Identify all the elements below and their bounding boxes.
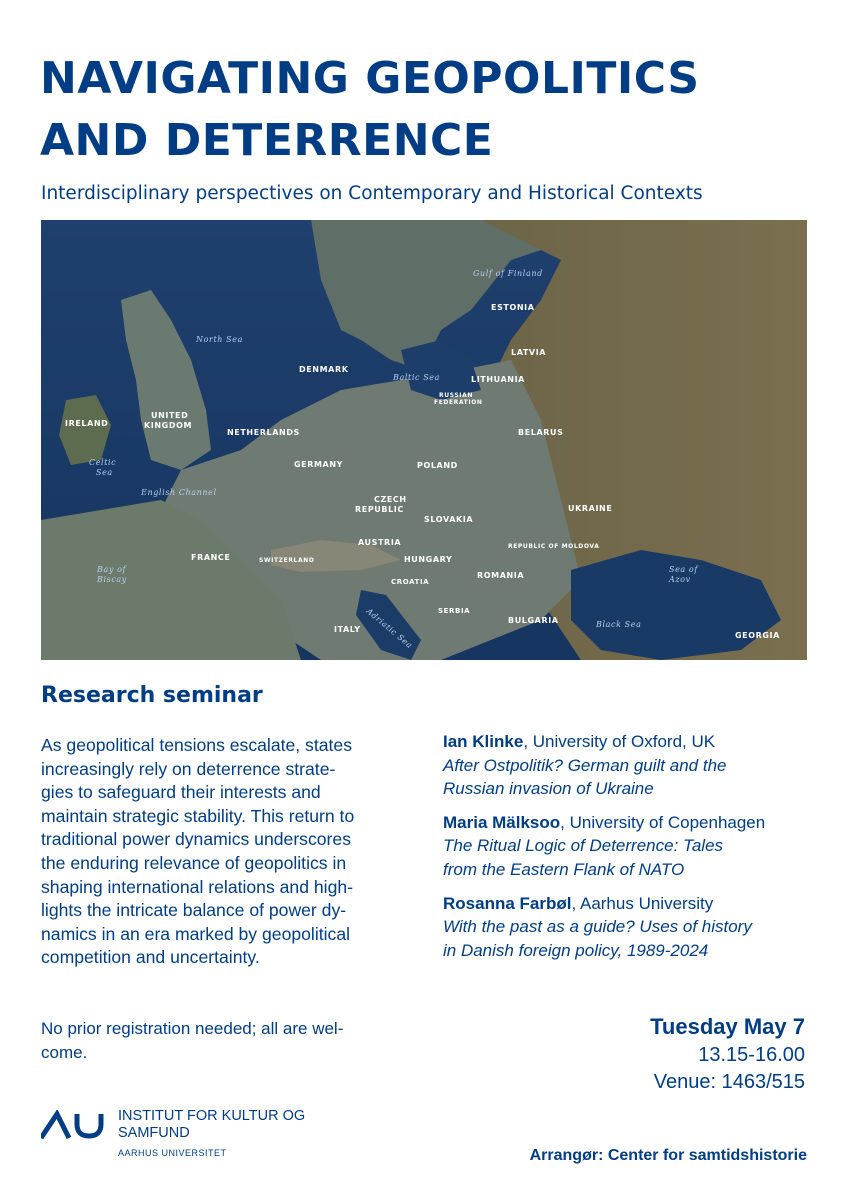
map-label-adriatic-sea: Adriatic Sea <box>364 606 415 651</box>
map-label-biscay: Biscay <box>97 575 127 584</box>
map-label-black-sea: Black Sea <box>596 620 642 629</box>
speaker-rosanna-farbol <box>443 892 823 963</box>
institute-name-line-2: SAMFUND <box>118 1125 190 1141</box>
map-label-serbia: SERBIA <box>438 607 471 615</box>
event-date: Tuesday May 7 <box>650 1014 805 1039</box>
registration-line: No prior registration needed; all are wel- <box>41 1019 344 1038</box>
speaker-name: Rosanna Farbøl <box>443 893 572 913</box>
speaker-ian-klinke <box>443 730 823 801</box>
map-label-english-channel: English Channel <box>141 488 217 497</box>
map-label-ukraine: UKRAINE <box>568 504 613 513</box>
institute-name-line-1: INSTITUT FOR KULTUR OG <box>118 1108 306 1124</box>
map-label-austria: AUSTRIA <box>358 538 402 547</box>
map-label-czech: CZECH <box>374 495 407 504</box>
satellite-map-of-europe <box>41 220 807 660</box>
event-time: 13.15-16.00 <box>698 1044 805 1066</box>
speaker-name: Ian Klinke <box>443 732 524 751</box>
map-label-romania: ROMANIA <box>477 571 525 580</box>
map-label-celtic-sea: Sea <box>96 468 113 477</box>
map-label-russian: RUSSIAN <box>439 392 473 399</box>
talk-title-line: Russian invasion of Ukraine <box>443 779 654 799</box>
aarhus-university-logo-icon <box>41 1110 107 1140</box>
map-label-poland: POLAND <box>417 461 458 470</box>
map-label-belarus: BELARUS <box>518 428 564 437</box>
speaker-header <box>443 892 823 916</box>
map-label-denmark: DENMARK <box>299 365 349 374</box>
map-label-gulf-of-finland: Gulf of Finland <box>473 269 543 278</box>
description-line: As geopolitical tensions escalate, states <box>41 735 353 755</box>
title-line-2: AND DETERRENCE <box>40 115 494 166</box>
talk-title-line: The Ritual Logic of Deterrence: Tales <box>443 836 724 856</box>
map-label-celtic: Celtic <box>89 458 117 467</box>
map-label-france: FRANCE <box>191 553 231 562</box>
talk-title-line: from the Eastern Flank of NATO <box>443 859 685 879</box>
talk-title-line: in Danish foreign policy, 1989-2024 <box>443 940 709 960</box>
speaker-affiliation: , Aarhus University <box>571 893 714 913</box>
organizer: Arrangør: Center for samtidshistorie <box>529 1147 807 1164</box>
description-line: maintain strategic stability. This return to <box>41 805 355 826</box>
map-label-united: UNITED <box>151 411 189 420</box>
title-line-1: NAVIGATING GEOPOLITICS <box>40 53 700 104</box>
description-line: traditional power dynamics underscores <box>41 829 351 850</box>
map-label-bulgaria: BULGARIA <box>508 616 559 625</box>
speaker-affiliation: , University of Oxford, UK <box>523 732 716 751</box>
description-line: the enduring relevance of geopolitics in <box>41 852 347 873</box>
map-label-bay-of: Bay of <box>97 565 127 574</box>
page-title <box>40 48 820 172</box>
map-label-georgia: GEORGIA <box>735 631 780 640</box>
institute-logo <box>41 1108 361 1168</box>
talk-title-line: With the past as a guide? Uses of history <box>443 917 752 937</box>
map-label-hungary: HUNGARY <box>404 555 453 564</box>
map-label-moldova: REPUBLIC OF MOLDOVA <box>508 543 600 550</box>
map-label-north-sea: North Sea <box>196 335 243 344</box>
map-label-republic: REPUBLIC <box>355 505 404 514</box>
description-line: increasingly rely on deterrence strate- <box>41 758 336 779</box>
description-line: competition and uncertainty. <box>41 947 260 968</box>
description-line: namics in an era marked by geopolitical <box>41 923 351 944</box>
university-name: AARHUS UNIVERSITET <box>118 1148 227 1158</box>
research-seminar-heading: Research seminar <box>41 683 263 708</box>
map-label-federation: FEDERATION <box>434 399 483 406</box>
speaker-list <box>443 730 823 972</box>
map-label-germany: GERMANY <box>294 460 344 469</box>
speaker-affiliation: , University of Copenhagen <box>560 812 766 832</box>
map-label-azov: Azov <box>669 575 691 584</box>
map-label-baltic-sea: Baltic Sea <box>393 373 440 382</box>
map-label-ireland: IRELAND <box>65 419 109 428</box>
event-details <box>650 1012 805 1096</box>
page-subtitle: Interdisciplinary perspectives on Contemporary and Historical Contexts <box>41 183 703 204</box>
map-label-croatia: CROATIA <box>391 578 430 586</box>
map-label-lithuania: LITHUANIA <box>471 375 525 384</box>
event-venue: Venue: 1463/515 <box>653 1071 805 1093</box>
map-label-latvia: LATVIA <box>511 348 547 357</box>
map-label-switzerland: SWITZERLAND <box>259 557 315 564</box>
map-label-kingdom: KINGDOM <box>144 421 193 430</box>
map-label-slovakia: SLOVAKIA <box>424 515 474 524</box>
registration-note <box>41 1017 421 1064</box>
speaker-name: Maria Mälksoo <box>443 812 561 832</box>
institute-name <box>118 1108 305 1162</box>
speaker-header <box>443 730 823 754</box>
description-line: shaping international relations and high- <box>41 876 354 897</box>
registration-line: come. <box>41 1042 88 1062</box>
map-label-italy: ITALY <box>334 625 361 634</box>
speaker-maria-malksoo <box>443 811 823 882</box>
description-line: gies to safeguard their interests and <box>41 782 321 803</box>
map-label-netherlands: NETHERLANDS <box>227 428 300 437</box>
map-label-sea-of: Sea of <box>669 565 698 574</box>
map-label-estonia: ESTONIA <box>491 303 535 312</box>
talk-title-line: After Ostpolitik? German guilt and the <box>443 755 727 775</box>
speaker-header <box>443 811 823 835</box>
description-line: lights the intricate balance of power dy- <box>41 900 347 921</box>
seminar-description <box>41 734 413 970</box>
